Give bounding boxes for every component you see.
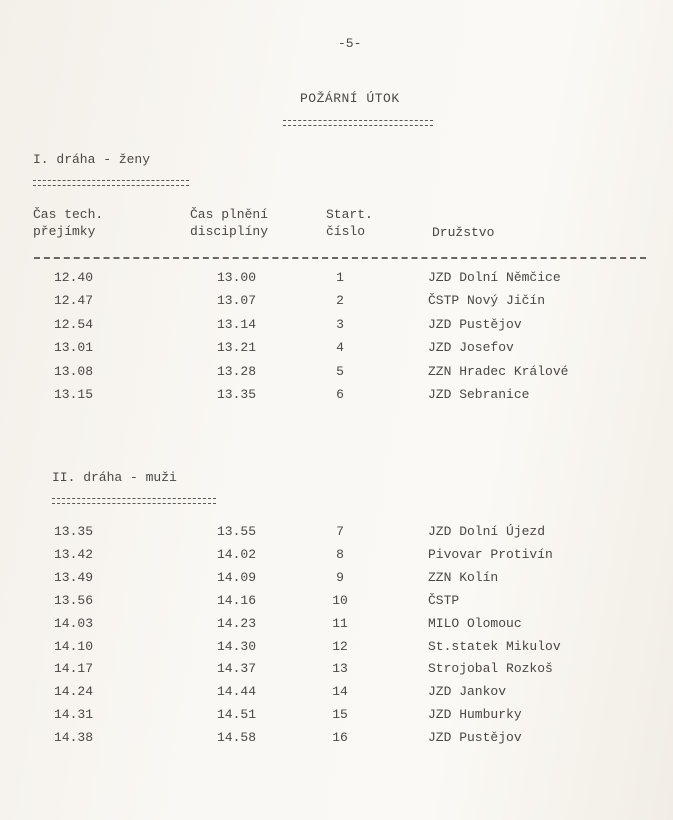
discipline-time: 13.55 bbox=[217, 524, 257, 539]
tech-time: 13.49 bbox=[54, 569, 94, 585]
table-row bbox=[0, 293, 673, 313]
team-name: Pivovar Protivín bbox=[428, 546, 553, 562]
discipline-time: 14.51 bbox=[217, 707, 257, 723]
section-heading: I. dráha - ženy bbox=[33, 152, 151, 167]
table-row bbox=[0, 684, 673, 704]
team-name: MILO Olomouc bbox=[428, 615, 522, 631]
start-number: 14 bbox=[332, 684, 348, 700]
discipline-time: 14.09 bbox=[217, 569, 257, 585]
table-row bbox=[0, 547, 673, 567]
table-row bbox=[0, 340, 673, 360]
tech-time: 13.42 bbox=[54, 546, 94, 562]
team-name: JZD Sebranice bbox=[428, 387, 530, 402]
table-row bbox=[0, 524, 673, 544]
table-row bbox=[0, 593, 673, 613]
team-name: JZD Pustějov bbox=[428, 730, 522, 746]
discipline-time: 14.44 bbox=[217, 684, 257, 700]
start-number: 15 bbox=[332, 707, 348, 723]
discipline-time: 14.30 bbox=[217, 638, 257, 654]
title-underline bbox=[283, 120, 433, 126]
discipline-time: 13.28 bbox=[217, 363, 257, 379]
tech-time: 13.01 bbox=[54, 340, 94, 356]
header-col3 bbox=[326, 206, 373, 240]
discipline-time: 13.35 bbox=[217, 387, 257, 402]
tech-time: 13.15 bbox=[54, 387, 94, 402]
start-number: 8 bbox=[336, 546, 344, 562]
team-name: ZZN Hradec Králové bbox=[428, 363, 569, 379]
start-number: 16 bbox=[332, 730, 348, 746]
page-title: POŽÁRNÍ ÚTOK bbox=[300, 91, 400, 106]
table-row bbox=[0, 387, 673, 407]
discipline-time: 13.14 bbox=[217, 316, 257, 332]
team-name: JZD Pustějov bbox=[428, 316, 522, 332]
team-name: JZD Humburky bbox=[428, 707, 522, 723]
header-col3-line1: Start. bbox=[326, 207, 373, 222]
header-col4: Družstvo bbox=[432, 225, 495, 240]
header-col2-line1: Čas plnění bbox=[190, 207, 269, 222]
table-row bbox=[0, 364, 673, 384]
discipline-time: 13.07 bbox=[217, 293, 257, 309]
team-name: St.statek Mikulov bbox=[428, 638, 561, 654]
team-name: ČSTP bbox=[428, 592, 460, 608]
team-name: Strojobal Rozkoš bbox=[428, 661, 553, 677]
tech-time: 14.31 bbox=[54, 707, 94, 723]
start-number: 2 bbox=[336, 293, 344, 309]
tech-time: 14.17 bbox=[54, 661, 94, 677]
discipline-time: 13.00 bbox=[217, 270, 257, 285]
team-name: JZD Dolní Újezd bbox=[428, 524, 546, 539]
start-number: 10 bbox=[332, 592, 348, 608]
header-col1-line2: přejímky bbox=[33, 224, 96, 239]
start-number: 11 bbox=[332, 615, 348, 631]
start-number: 12 bbox=[332, 638, 348, 654]
discipline-time: 14.16 bbox=[217, 592, 257, 608]
discipline-time: 14.37 bbox=[217, 661, 257, 677]
team-name: ZZN Kolín bbox=[428, 569, 499, 585]
table-row bbox=[0, 707, 673, 727]
header-divider bbox=[34, 257, 646, 259]
start-number: 7 bbox=[336, 524, 344, 539]
table-row bbox=[0, 270, 673, 290]
discipline-time: 14.58 bbox=[217, 730, 257, 746]
start-number: 4 bbox=[336, 340, 344, 356]
discipline-time: 13.21 bbox=[217, 340, 257, 356]
tech-time: 12.54 bbox=[54, 316, 94, 332]
header-col3-line2: číslo bbox=[326, 224, 366, 239]
start-number: 6 bbox=[336, 387, 344, 402]
table-row bbox=[0, 639, 673, 659]
header-col2 bbox=[190, 206, 268, 240]
start-number: 1 bbox=[336, 270, 344, 285]
discipline-time: 14.02 bbox=[217, 546, 257, 562]
tech-time: 13.08 bbox=[54, 363, 94, 379]
tech-time: 13.56 bbox=[54, 592, 94, 608]
start-number: 13 bbox=[332, 661, 348, 677]
tech-time: 14.24 bbox=[54, 684, 94, 700]
header-col2-line2: disciplíny bbox=[190, 224, 269, 239]
page-number: -5- bbox=[338, 36, 362, 51]
table-row bbox=[0, 616, 673, 636]
section-heading: II. dráha - muži bbox=[52, 470, 177, 485]
start-number: 9 bbox=[336, 569, 344, 585]
start-number: 3 bbox=[336, 316, 344, 332]
team-name: JZD Jankov bbox=[428, 684, 507, 700]
start-number: 5 bbox=[336, 363, 344, 379]
table-row bbox=[0, 317, 673, 337]
tech-time: 14.38 bbox=[54, 730, 94, 746]
discipline-time: 14.23 bbox=[217, 615, 257, 631]
table-row bbox=[0, 570, 673, 590]
team-name: JZD Dolní Němčice bbox=[428, 270, 561, 285]
tech-time: 13.35 bbox=[54, 524, 94, 539]
team-name: JZD Josefov bbox=[428, 340, 514, 356]
section-underline bbox=[52, 498, 216, 504]
table-row bbox=[0, 730, 673, 750]
tech-time: 12.47 bbox=[54, 293, 94, 309]
section-underline bbox=[33, 180, 189, 186]
header-col1-line1: Čas tech. bbox=[33, 207, 104, 222]
team-name: ČSTP Nový Jičín bbox=[428, 293, 546, 309]
tech-time: 14.10 bbox=[54, 638, 94, 654]
tech-time: 14.03 bbox=[54, 615, 94, 631]
table-row bbox=[0, 661, 673, 681]
header-col1 bbox=[33, 206, 103, 240]
tech-time: 12.40 bbox=[54, 270, 94, 285]
